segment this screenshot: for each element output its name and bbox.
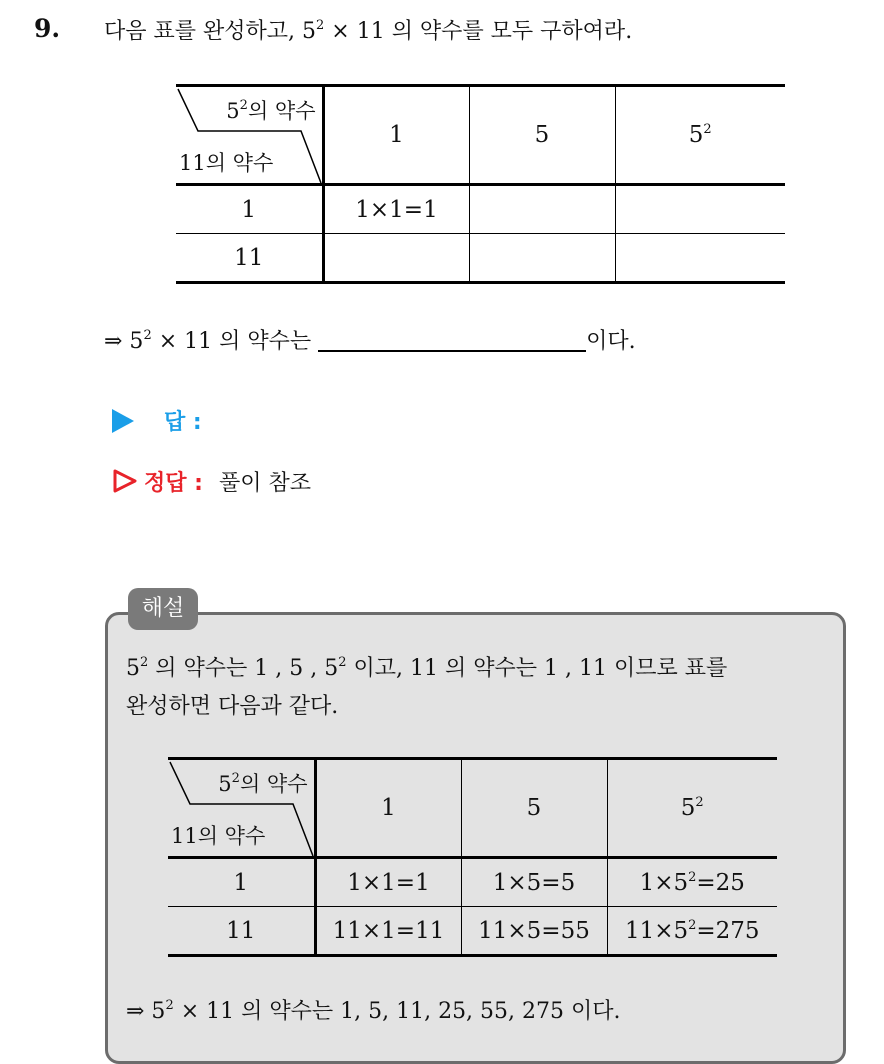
- corner-top-label: $5^2$의 약수: [226, 98, 316, 123]
- table-cell: 1×1=1: [323, 185, 469, 234]
- question-text: 다음 표를 완성하고, $5^2 \times 11$ 의 약수를 모두 구하여라.: [104, 18, 633, 44]
- col-header: 5: [469, 86, 615, 185]
- explanation-line-2: 완성하면 다음과 같다.: [126, 694, 339, 719]
- correct-label: 정답 :: [144, 471, 203, 496]
- table-cell: [615, 185, 785, 234]
- table-cell: $1\times 5^2=25$: [607, 858, 777, 907]
- answer-row: [112, 405, 202, 436]
- outline-triangle-icon: [112, 468, 138, 494]
- table-corner-cell: [176, 86, 323, 185]
- corner-top-label: $5^2$의 약수: [218, 771, 308, 796]
- answer-label: 답 :: [164, 410, 202, 435]
- table-corner-cell: [168, 759, 315, 858]
- table-cell: 1×1=1: [315, 858, 461, 907]
- answer-blank[interactable]: [318, 326, 586, 352]
- correct-answer-row: [112, 466, 311, 497]
- explanation-tag: 해설: [128, 588, 198, 630]
- col-header: $5^2$: [615, 86, 785, 185]
- row-header: 11: [168, 907, 315, 956]
- answer-fill-line: ⇒ $5^2 \times 11$ 의 약수는 이다.: [104, 328, 636, 354]
- col-header: $5^2$: [607, 759, 777, 858]
- play-triangle-icon: [112, 409, 134, 433]
- row-header: 1: [168, 858, 315, 907]
- table-cell: $11\times 5^2=275$: [607, 907, 777, 956]
- table-cell: [469, 234, 615, 283]
- col-header: 5: [461, 759, 607, 858]
- col-header: 1: [315, 759, 461, 858]
- correct-text: 풀이 참조: [218, 471, 311, 496]
- question-number: 9.: [34, 14, 61, 43]
- table-cell: [469, 185, 615, 234]
- row-header: 11: [176, 234, 323, 283]
- explanation-conclusion: ⇒ $5^2 \times 11$ 의 약수는 1, 5, 11, 25, 55, 275 이다.: [126, 998, 621, 1024]
- row-header: 1: [176, 185, 323, 234]
- table-cell: 11×1=11: [315, 907, 461, 956]
- problem-table: [176, 84, 785, 284]
- solution-table: [168, 757, 777, 957]
- explanation-text: [126, 650, 826, 726]
- table-cell: 11×5=55: [461, 907, 607, 956]
- table-cell: [615, 234, 785, 283]
- explanation-line-1: $5^2$ 의 약수는 1 , 5 , $5^2$ 이고, 11 의 약수는 1 , 11 이므로 표를: [126, 655, 728, 681]
- table-cell: [323, 234, 469, 283]
- table-cell: 1×5=5: [461, 858, 607, 907]
- col-header: 1: [323, 86, 469, 185]
- corner-bottom-label: 11의 약수: [171, 824, 266, 848]
- corner-bottom-label: 11의 약수: [179, 151, 274, 175]
